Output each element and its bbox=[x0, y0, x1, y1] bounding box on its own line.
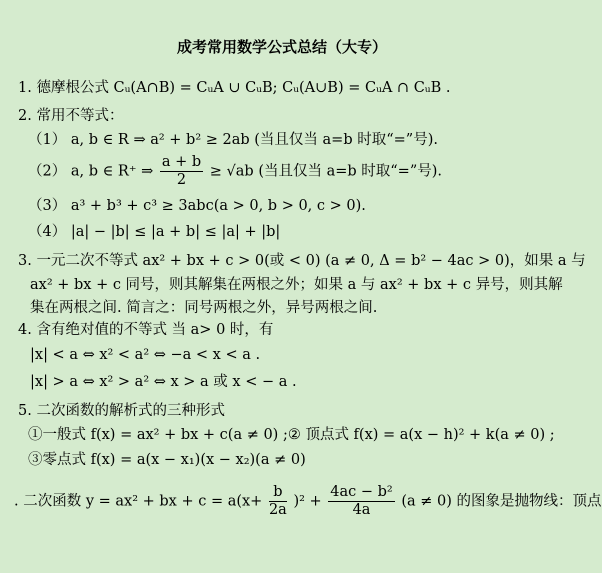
quadratic-forms-heading: 5. 二次函数的解析式的三种形式 bbox=[18, 403, 225, 419]
quadratic-inequality-line2: ax² + bx + c 同号，则其解集在两根之外；如果 a 与 ax² + bx + c 异号，则其解 bbox=[30, 277, 563, 293]
fraction-numerator: a + b bbox=[161, 154, 202, 170]
inequality-2-prefix: （2） a, b ∈ R⁺ ⇒ bbox=[28, 163, 154, 180]
zero-form: ③零点式 f(x) = a(x − x₁)(x − x₂)(a ≠ 0) bbox=[28, 452, 306, 468]
quadratic-inequality-line1: 3. 一元二次不等式 ax² + bx + c > 0(或 < 0) (a ≠ 0, Δ = b² − 4ac > 0)，如果 a 与 bbox=[18, 253, 586, 269]
inequality-2-fraction bbox=[160, 154, 203, 189]
absolute-value-heading: 4. 含有绝对值的不等式 当 a> 0 时，有 bbox=[18, 322, 274, 338]
inequality-2 bbox=[28, 154, 442, 189]
parabola-middle: )² + bbox=[293, 493, 322, 510]
de-morgan-line: 1. 德摩根公式 Cᵤ(A∩B) = CᵤA ∪ CᵤB; Cᵤ(A∪B) = CᵤA ∩ CᵤB . bbox=[18, 80, 451, 96]
parabola-line bbox=[14, 484, 602, 519]
absolute-value-less: |x| < a ⇔ x² < a² ⇔ −a < x < a . bbox=[30, 347, 261, 363]
fraction-numerator: 4ac − b² bbox=[330, 484, 393, 500]
inequality-1: （1） a, b ∈ R ⇒ a² + b² ≥ 2ab (当且仅当 a=b 时取“=”号). bbox=[28, 132, 438, 148]
fraction-denominator: 2a bbox=[268, 502, 287, 518]
inequality-4: （4） |a| − |b| ≤ |a + b| ≤ |a| + |b| bbox=[28, 224, 281, 240]
inequality-heading: 2. 常用不等式： bbox=[18, 108, 124, 124]
parabola-fraction-2 bbox=[328, 484, 394, 519]
fraction-denominator: 4a bbox=[352, 502, 371, 518]
general-and-vertex-form: ①一般式 f(x) = ax² + bx + c(a ≠ 0) ;② 顶点式 f(x) = a(x − h)² + k(a ≠ 0) ; bbox=[28, 427, 555, 443]
page-title: 成考常用数学公式总结（大专） bbox=[176, 38, 387, 56]
fraction-numerator: b bbox=[269, 484, 287, 502]
absolute-value-greater: |x| > a ⇔ x² > a² ⇔ x > a 或 x < − a . bbox=[30, 374, 297, 390]
inequality-2-suffix: ≥ √ab (当且仅当 a=b 时取“=”号). bbox=[209, 163, 443, 180]
parabola-suffix: (a ≠ 0) 的图象是抛物线：顶点 bbox=[401, 493, 602, 510]
parabola-prefix: . 二次函数 y = ax² + bx + c = a(x+ bbox=[14, 493, 263, 510]
quadratic-inequality-line3: 集在两根之间. 简言之：同号两根之外，异号两根之间. bbox=[30, 300, 378, 316]
parabola-fraction-1 bbox=[269, 484, 287, 519]
inequality-3: （3） a³ + b³ + c³ ≥ 3abc(a > 0, b > 0, c > 0). bbox=[28, 198, 366, 214]
fraction-denominator: 2 bbox=[176, 172, 187, 188]
